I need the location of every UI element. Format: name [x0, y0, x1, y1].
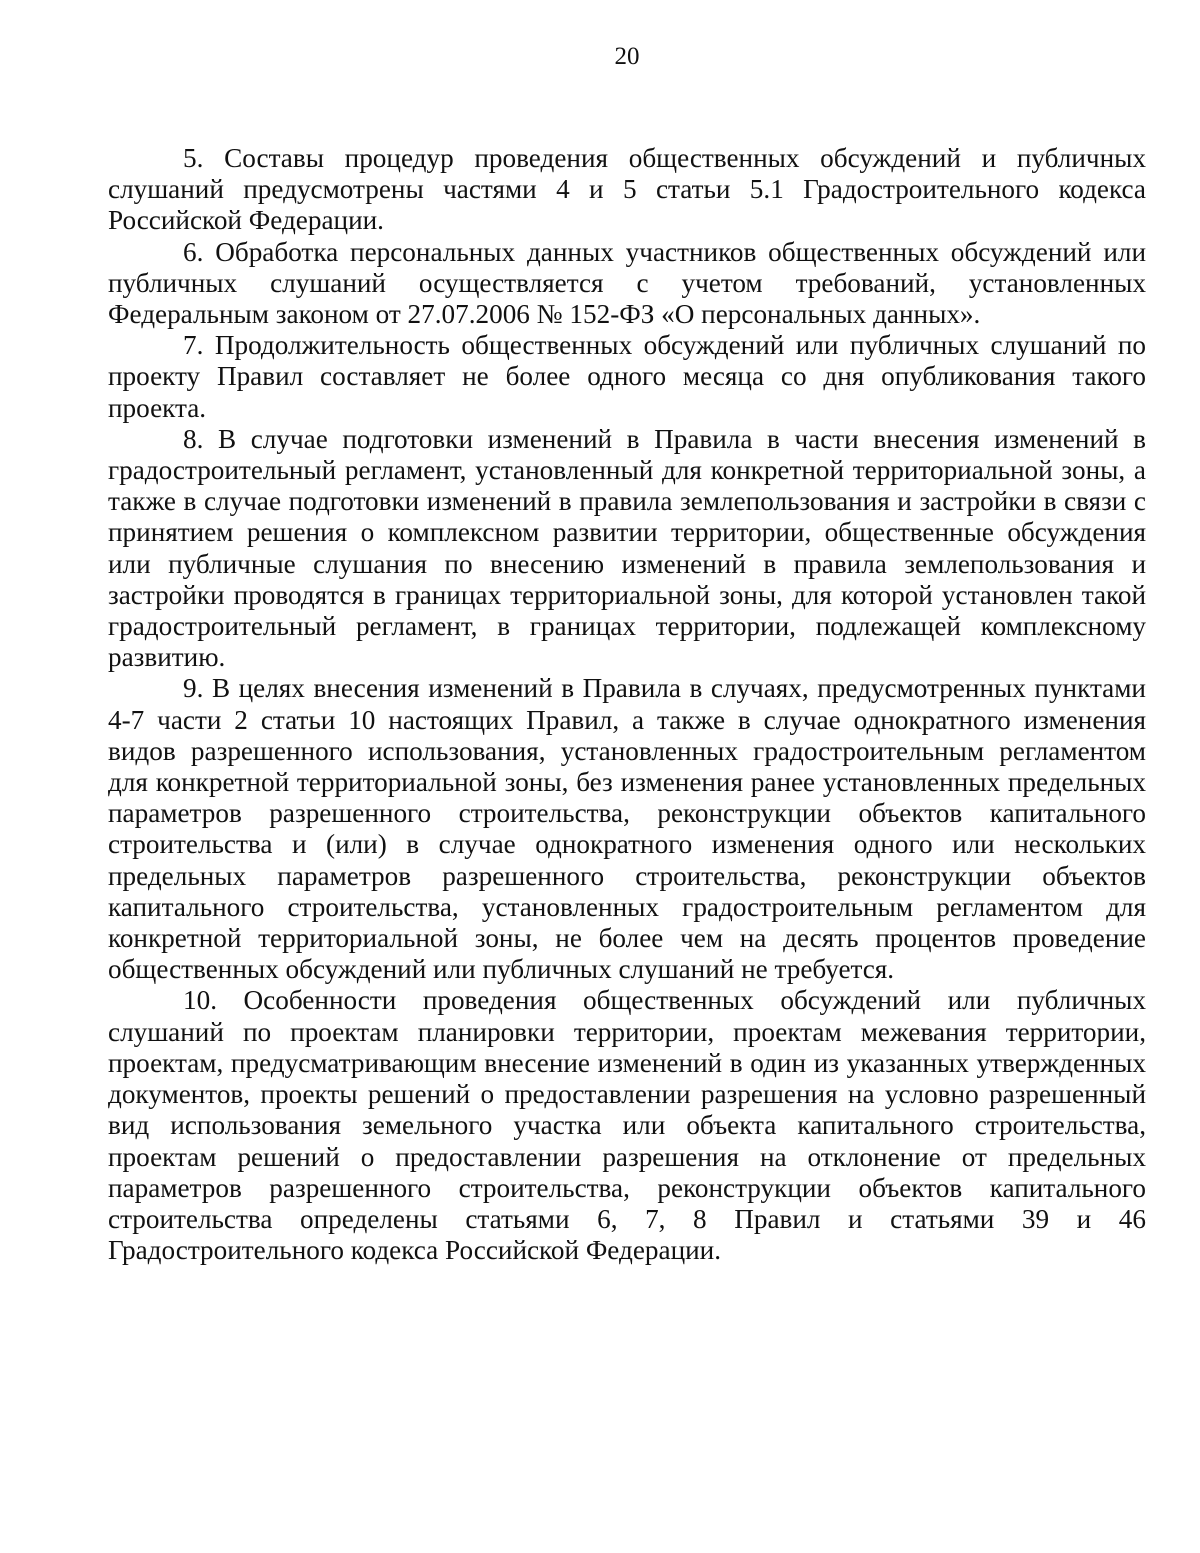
paragraph-9: 9. В целях внесения изменений в Правила в случаях, предусмотренных пунктами 4-7 части 2 статьи 10 настоящих Правил, а также в случае однократного изменения видов разрешенного использования, установленных градостроительным регламентом для конкретной территориальной зоны, без изменения ранее установленных предельных параметров разрешенного строительства, реконструкции объектов капитального строительства и (или) в случае однократного изменения одного или нескольких предельных параметров разрешенного строительства, реконструкции объектов капитального строительства, установленных градостроительным регламентом для конкретной территориальной зоны, не более чем на десять процентов проведение общественных обсуждений или публичных слушаний не требуется.	[108, 673, 1146, 985]
paragraph-7: 7. Продолжительность общественных обсуждений или публичных слушаний по проекту Правил составляет не более одного месяца со дня опубликования такого проекта.	[108, 330, 1146, 423]
page-number: 20	[614, 43, 640, 70]
document-body	[108, 143, 1146, 1266]
paragraph-6: 6. Обработка персональных данных участников общественных обсуждений или публичных слушаний осуществляется с учетом требований, установленных Федеральным законом от 27.07.2006 № 152-ФЗ «О персональных данных».	[108, 236, 1146, 330]
paragraph-5: 5. Составы процедур проведения общественных обсуждений и публичных слушаний предусмотрены частями 4 и 5 статьи 5.1 Градостроительного кодекса Российской Федерации.	[108, 143, 1146, 236]
paragraph-8: 8. В случае подготовки изменений в Правила в части внесения изменений в градостроительный регламент, установленный для конкретной территориальной зоны, а также в случае подготовки изменений в правила землепользования и застройки в связи с принятием решения о комплексном развитии территории, общественные обсуждения или публичные слушания по внесению изменений в правила землепользования и застройки проводятся в границах территориальной зоны, для которой установлен такой градостроительный регламент, в границах территории, подлежащей комплексному развитию.	[108, 423, 1146, 673]
paragraph-10: 10. Особенности проведения общественных обсуждений или публичных слушаний по проектам планировки территории, проектам межевания территории, проектам, предусматривающим внесение изменений в один из указанных утвержденных документов, проекты решений о предоставлении разрешения на условно разрешенный вид использования земельного участка или объекта капитального строительства, проектам решений о предоставлении разрешения на отклонение от предельных параметров разрешенного строительства, реконструкции объектов капитального строительства определены статьями 6, 7, 8 Правил и статьями 39 и 46 Градостроительного кодекса Российской Федерации.	[108, 985, 1146, 1266]
